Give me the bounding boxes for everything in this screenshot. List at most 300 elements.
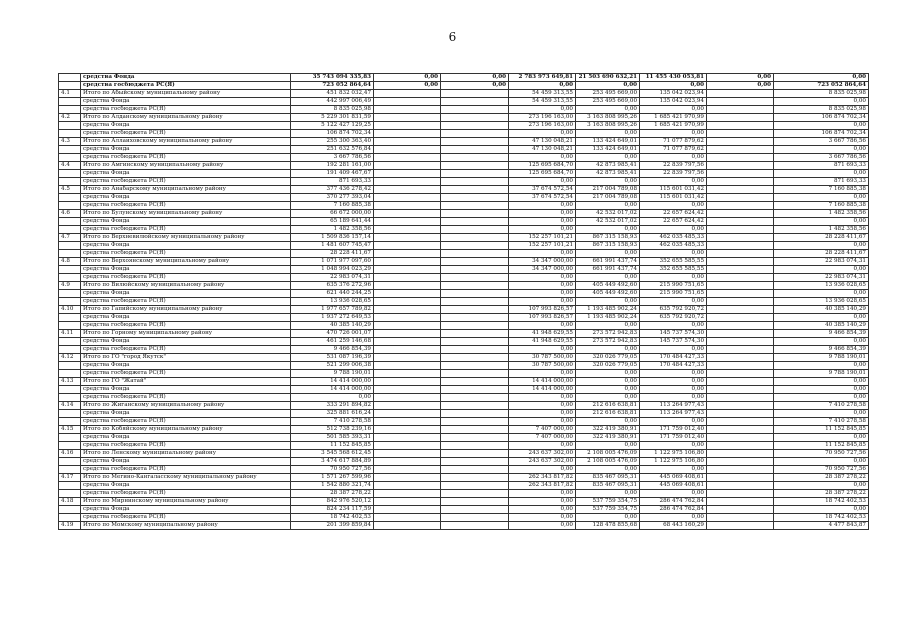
amount-cell: 9 466 854,39 bbox=[291, 346, 374, 354]
table-row bbox=[59, 370, 869, 378]
amount-cell: 1 481 607 745,47 bbox=[291, 242, 374, 250]
amount-cell: 1 122 975 106,80 bbox=[640, 458, 707, 466]
amount-cell bbox=[707, 442, 774, 450]
table-row bbox=[59, 410, 869, 418]
table-row bbox=[59, 242, 869, 250]
amount-cell: 405 449 492,60 bbox=[576, 282, 640, 290]
amount-cell: 0,00 bbox=[774, 98, 869, 106]
amount-cell bbox=[707, 426, 774, 434]
amount-cell: 0,00 bbox=[774, 394, 869, 402]
table-row bbox=[59, 362, 869, 370]
amount-cell: 842 976 520,12 bbox=[291, 498, 374, 506]
amount-cell: 0,00 bbox=[509, 410, 576, 418]
amount-cell: 501 585 393,31 bbox=[291, 434, 374, 442]
amount-cell: 7 160 885,38 bbox=[291, 202, 374, 210]
amount-cell: 512 738 239,16 bbox=[291, 426, 374, 434]
amount-cell: 867 315 158,93 bbox=[576, 234, 640, 242]
amount-cell: 0,00 bbox=[576, 178, 640, 186]
table-row bbox=[59, 274, 869, 282]
amount-cell bbox=[441, 210, 509, 218]
amount-cell bbox=[707, 394, 774, 402]
amount-cell: 0,00 bbox=[509, 506, 576, 514]
row-name-cell: средства госбюджета РС(Я) bbox=[81, 202, 291, 210]
amount-cell: 5 122 427 129,25 bbox=[291, 122, 374, 130]
amount-cell: 867 315 158,93 bbox=[576, 242, 640, 250]
amount-cell bbox=[707, 410, 774, 418]
row-name-cell: Итого по Анабарскому муниципальному району bbox=[81, 186, 291, 194]
amount-cell: 18 742 402,53 bbox=[774, 514, 869, 522]
amount-cell: 212 616 638,81 bbox=[576, 410, 640, 418]
amount-cell bbox=[441, 466, 509, 474]
amount-cell: 537 759 354,75 bbox=[576, 506, 640, 514]
amount-cell bbox=[374, 186, 441, 194]
amount-cell: 243 637 302,00 bbox=[509, 450, 576, 458]
amount-cell: 1 685 421 970,99 bbox=[640, 114, 707, 122]
table-row bbox=[59, 434, 869, 442]
amount-cell: 0,00 bbox=[576, 298, 640, 306]
table-row bbox=[59, 130, 869, 138]
amount-cell bbox=[707, 274, 774, 282]
amount-cell: 171 759 012,40 bbox=[640, 434, 707, 442]
table-row bbox=[59, 146, 869, 154]
amount-cell bbox=[441, 378, 509, 386]
row-name-cell: средства Фонда bbox=[81, 482, 291, 490]
amount-cell: 0,00 bbox=[509, 210, 576, 218]
table-row bbox=[59, 218, 869, 226]
row-name-cell: Итого по Мирнинскому муниципальному району bbox=[81, 498, 291, 506]
amount-cell: 107 993 826,57 bbox=[509, 306, 576, 314]
amount-cell: 106 874 702,34 bbox=[774, 130, 869, 138]
table-row bbox=[59, 378, 869, 386]
amount-cell bbox=[441, 314, 509, 322]
amount-cell: 0,00 bbox=[576, 386, 640, 394]
amount-cell: 42 532 017,02 bbox=[576, 210, 640, 218]
amount-cell: 7 407 000,00 bbox=[509, 426, 576, 434]
amount-cell: 7 410 278,58 bbox=[774, 402, 869, 410]
amount-cell bbox=[441, 250, 509, 258]
row-index-cell bbox=[59, 442, 81, 450]
amount-cell bbox=[707, 458, 774, 466]
amount-cell: 251 632 576,84 bbox=[291, 146, 374, 154]
amount-cell bbox=[441, 90, 509, 98]
amount-cell: 3 667 786,56 bbox=[774, 154, 869, 162]
amount-cell: 255 300 363,40 bbox=[291, 138, 374, 146]
amount-cell: 107 993 826,57 bbox=[509, 314, 576, 322]
amount-cell: 835 467 095,31 bbox=[576, 474, 640, 482]
amount-cell: 7 160 885,38 bbox=[774, 186, 869, 194]
row-index-cell bbox=[59, 178, 81, 186]
amount-cell: 0,00 bbox=[576, 274, 640, 282]
amount-cell: 22 983 074,31 bbox=[774, 274, 869, 282]
row-name-cell: Итого по Ленскому муниципальному району bbox=[81, 450, 291, 458]
amount-cell: 0,00 bbox=[640, 466, 707, 474]
amount-cell: 0,00 bbox=[640, 386, 707, 394]
amount-cell bbox=[707, 370, 774, 378]
amount-cell: 42 532 017,02 bbox=[576, 218, 640, 226]
amount-cell bbox=[441, 410, 509, 418]
amount-cell: 442 997 006,49 bbox=[291, 98, 374, 106]
row-name-cell: средства Фонда bbox=[81, 98, 291, 106]
amount-cell: 0,00 bbox=[441, 74, 509, 82]
amount-cell bbox=[374, 490, 441, 498]
amount-cell bbox=[374, 394, 441, 402]
row-index-cell bbox=[59, 98, 81, 106]
amount-cell: 0,00 bbox=[509, 218, 576, 226]
table-row bbox=[59, 82, 869, 90]
amount-cell bbox=[707, 482, 774, 490]
amount-cell bbox=[707, 306, 774, 314]
amount-cell bbox=[707, 258, 774, 266]
table-row bbox=[59, 202, 869, 210]
amount-cell: 0,00 bbox=[576, 378, 640, 386]
amount-cell bbox=[374, 154, 441, 162]
amount-cell: 325 881 616,24 bbox=[291, 410, 374, 418]
amount-cell bbox=[441, 474, 509, 482]
row-name-cell: средства Фонда bbox=[81, 362, 291, 370]
amount-cell: 0,00 bbox=[576, 202, 640, 210]
amount-cell bbox=[374, 338, 441, 346]
row-index-cell bbox=[59, 322, 81, 330]
amount-cell bbox=[707, 186, 774, 194]
row-name-cell: средства Фонда bbox=[81, 218, 291, 226]
amount-cell bbox=[707, 98, 774, 106]
amount-cell: 635 376 272,96 bbox=[291, 282, 374, 290]
table-row bbox=[59, 330, 869, 338]
amount-cell bbox=[707, 234, 774, 242]
amount-cell bbox=[374, 226, 441, 234]
row-index-cell bbox=[59, 362, 81, 370]
amount-cell: 286 474 762,84 bbox=[640, 498, 707, 506]
amount-cell: 0,00 bbox=[576, 250, 640, 258]
row-name-cell: средства госбюджета РС(Я) bbox=[81, 274, 291, 282]
table-row bbox=[59, 474, 869, 482]
amount-cell: 37 674 572,54 bbox=[509, 194, 576, 202]
amount-cell: 13 936 028,65 bbox=[774, 282, 869, 290]
amount-cell bbox=[441, 130, 509, 138]
amount-cell: 0,00 bbox=[509, 346, 576, 354]
amount-cell bbox=[707, 346, 774, 354]
amount-cell: 0,00 bbox=[509, 130, 576, 138]
amount-cell bbox=[374, 330, 441, 338]
row-index-cell bbox=[59, 146, 81, 154]
amount-cell: 0,00 bbox=[509, 226, 576, 234]
amount-cell: 21 503 690 632,21 bbox=[576, 74, 640, 82]
amount-cell: 0,00 bbox=[576, 226, 640, 234]
amount-cell: 13 936 028,65 bbox=[291, 298, 374, 306]
row-name-cell: средства Фонда bbox=[81, 506, 291, 514]
amount-cell: 0,00 bbox=[576, 82, 640, 90]
amount-cell: 0,00 bbox=[774, 434, 869, 442]
row-index-cell: 4.10 bbox=[59, 306, 81, 314]
row-name-cell: средства Фонда bbox=[81, 410, 291, 418]
amount-cell: 4 477 843,87 bbox=[774, 522, 869, 530]
amount-cell: 128 478 855,68 bbox=[576, 522, 640, 530]
amount-cell: 9 788 190,01 bbox=[291, 370, 374, 378]
amount-cell: 1 193 485 902,24 bbox=[576, 314, 640, 322]
amount-cell: 106 874 702,34 bbox=[774, 114, 869, 122]
amount-cell bbox=[707, 122, 774, 130]
amount-cell: 66 672 000,00 bbox=[291, 210, 374, 218]
table-row bbox=[59, 298, 869, 306]
amount-cell: 70 950 727,56 bbox=[774, 450, 869, 458]
row-name-cell: Итого по Кобяйскому муниципальному району bbox=[81, 426, 291, 434]
amount-cell bbox=[707, 202, 774, 210]
amount-cell: 9 466 854,39 bbox=[774, 330, 869, 338]
amount-cell bbox=[707, 290, 774, 298]
amount-cell bbox=[374, 250, 441, 258]
amount-cell bbox=[374, 146, 441, 154]
row-index-cell bbox=[59, 298, 81, 306]
amount-cell bbox=[374, 522, 441, 530]
amount-cell: 0,00 bbox=[509, 178, 576, 186]
table-row bbox=[59, 354, 869, 362]
amount-cell: 0,00 bbox=[774, 386, 869, 394]
amount-cell: 0,00 bbox=[707, 82, 774, 90]
amount-cell bbox=[374, 378, 441, 386]
amount-cell bbox=[707, 466, 774, 474]
amount-cell: 30 787 500,00 bbox=[509, 354, 576, 362]
table-row bbox=[59, 514, 869, 522]
amount-cell bbox=[374, 130, 441, 138]
amount-cell: 37 674 572,54 bbox=[509, 186, 576, 194]
amount-cell: 22 983 074,31 bbox=[291, 274, 374, 282]
amount-cell bbox=[707, 226, 774, 234]
amount-cell bbox=[441, 274, 509, 282]
amount-cell: 14 414 000,00 bbox=[291, 378, 374, 386]
amount-cell bbox=[374, 282, 441, 290]
amount-cell: 70 950 727,56 bbox=[774, 466, 869, 474]
amount-cell bbox=[374, 170, 441, 178]
amount-cell bbox=[707, 194, 774, 202]
table-row bbox=[59, 114, 869, 122]
row-index-cell: 4.6 bbox=[59, 210, 81, 218]
row-name-cell: Итого по Аллаиховскому муниципальному району bbox=[81, 138, 291, 146]
table-row bbox=[59, 258, 869, 266]
amount-cell bbox=[441, 490, 509, 498]
amount-cell bbox=[374, 346, 441, 354]
amount-cell: 133 424 649,01 bbox=[576, 138, 640, 146]
table-row bbox=[59, 466, 869, 474]
row-name-cell: средства Фонда bbox=[81, 338, 291, 346]
amount-cell bbox=[441, 506, 509, 514]
amount-cell bbox=[374, 162, 441, 170]
amount-cell: 11 152 845,85 bbox=[291, 442, 374, 450]
row-name-cell: средства госбюджета РС(Я) bbox=[81, 394, 291, 402]
row-index-cell bbox=[59, 106, 81, 114]
amount-cell: 0,00 bbox=[640, 202, 707, 210]
amount-cell: 0,00 bbox=[640, 250, 707, 258]
row-index-cell: 4.2 bbox=[59, 114, 81, 122]
amount-cell: 0,00 bbox=[774, 410, 869, 418]
amount-cell bbox=[374, 410, 441, 418]
table-row bbox=[59, 522, 869, 530]
amount-cell: 11 152 845,85 bbox=[774, 426, 869, 434]
amount-cell: 0,00 bbox=[374, 74, 441, 82]
amount-cell: 0,00 bbox=[509, 442, 576, 450]
amount-cell bbox=[707, 266, 774, 274]
amount-cell bbox=[374, 442, 441, 450]
amount-cell bbox=[707, 362, 774, 370]
amount-cell bbox=[707, 322, 774, 330]
table-row bbox=[59, 234, 869, 242]
row-index-cell: 4.14 bbox=[59, 402, 81, 410]
table-row bbox=[59, 426, 869, 434]
amount-cell bbox=[441, 306, 509, 314]
table-row bbox=[59, 250, 869, 258]
row-name-cell: Итого по Абыйскому муниципальному району bbox=[81, 90, 291, 98]
amount-cell bbox=[707, 514, 774, 522]
amount-cell: 871 693,33 bbox=[774, 162, 869, 170]
amount-cell: 661 991 437,74 bbox=[576, 258, 640, 266]
table-row bbox=[59, 226, 869, 234]
amount-cell bbox=[707, 354, 774, 362]
amount-cell: 661 991 437,74 bbox=[576, 266, 640, 274]
amount-cell bbox=[374, 506, 441, 514]
row-name-cell: средства госбюджета РС(Я) bbox=[81, 418, 291, 426]
amount-cell: 135 042 023,94 bbox=[640, 90, 707, 98]
amount-cell bbox=[374, 242, 441, 250]
amount-cell: 0,00 bbox=[441, 82, 509, 90]
amount-cell bbox=[707, 114, 774, 122]
amount-cell bbox=[441, 450, 509, 458]
row-index-cell bbox=[59, 170, 81, 178]
row-name-cell: средства госбюджета РС(Я) bbox=[81, 106, 291, 114]
amount-cell: 0,00 bbox=[576, 106, 640, 114]
row-index-cell bbox=[59, 194, 81, 202]
amount-cell: 451 832 032,47 bbox=[291, 90, 374, 98]
amount-cell: 262 343 817,82 bbox=[509, 482, 576, 490]
amount-cell: 0,00 bbox=[509, 418, 576, 426]
row-name-cell: средства Фонда bbox=[81, 386, 291, 394]
amount-cell: 0,00 bbox=[707, 74, 774, 82]
amount-cell bbox=[707, 90, 774, 98]
table-row bbox=[59, 346, 869, 354]
amount-cell: 0,00 bbox=[509, 298, 576, 306]
amount-cell: 113 264 977,43 bbox=[640, 402, 707, 410]
row-index-cell: 4.15 bbox=[59, 426, 81, 434]
row-index-cell bbox=[59, 226, 81, 234]
amount-cell: 28 387 278,22 bbox=[774, 474, 869, 482]
amount-cell: 273 196 163,00 bbox=[509, 122, 576, 130]
amount-cell: 0,00 bbox=[774, 170, 869, 178]
row-index-cell bbox=[59, 290, 81, 298]
row-index-cell bbox=[59, 386, 81, 394]
amount-cell: 14 414 000,00 bbox=[509, 386, 576, 394]
amount-cell: 352 655 585,55 bbox=[640, 258, 707, 266]
table-row bbox=[59, 210, 869, 218]
amount-cell: 22 657 624,42 bbox=[640, 218, 707, 226]
amount-cell bbox=[374, 514, 441, 522]
amount-cell: 0,00 bbox=[509, 274, 576, 282]
table-row bbox=[59, 314, 869, 322]
table-row bbox=[59, 154, 869, 162]
amount-cell bbox=[707, 162, 774, 170]
amount-cell: 11 152 845,85 bbox=[774, 442, 869, 450]
amount-cell: 445 069 408,61 bbox=[640, 474, 707, 482]
row-index-cell bbox=[59, 458, 81, 466]
amount-cell: 0,00 bbox=[509, 290, 576, 298]
row-index-cell bbox=[59, 338, 81, 346]
amount-cell: 322 419 380,91 bbox=[576, 426, 640, 434]
table-row bbox=[59, 266, 869, 274]
amount-cell bbox=[441, 170, 509, 178]
row-index-cell bbox=[59, 370, 81, 378]
amount-cell: 3 667 786,56 bbox=[291, 154, 374, 162]
budget-table-container bbox=[58, 73, 868, 530]
amount-cell: 18 742 402,53 bbox=[774, 498, 869, 506]
amount-cell bbox=[441, 434, 509, 442]
table-row bbox=[59, 138, 869, 146]
table-row bbox=[59, 194, 869, 202]
table-row bbox=[59, 106, 869, 114]
amount-cell bbox=[374, 386, 441, 394]
row-name-cell: средства Фонда bbox=[81, 194, 291, 202]
row-name-cell: Итого по Жиганскому муниципальному району bbox=[81, 402, 291, 410]
amount-cell: 8 835 025,98 bbox=[291, 106, 374, 114]
row-name-cell: Итого по Момскому муниципальному району bbox=[81, 522, 291, 530]
amount-cell bbox=[707, 498, 774, 506]
amount-cell: 0,00 bbox=[774, 266, 869, 274]
amount-cell bbox=[374, 298, 441, 306]
amount-cell: 8 835 025,98 bbox=[774, 90, 869, 98]
amount-cell: 135 042 023,94 bbox=[640, 98, 707, 106]
amount-cell bbox=[374, 402, 441, 410]
amount-cell: 0,00 bbox=[509, 522, 576, 530]
amount-cell bbox=[707, 250, 774, 258]
amount-cell bbox=[441, 458, 509, 466]
amount-cell: 13 936 028,65 bbox=[774, 298, 869, 306]
amount-cell: 1 482 358,56 bbox=[774, 210, 869, 218]
row-name-cell: средства госбюджета РС(Я) bbox=[81, 298, 291, 306]
amount-cell: 273 572 942,83 bbox=[576, 338, 640, 346]
amount-cell bbox=[441, 354, 509, 362]
row-index-cell: 4.13 bbox=[59, 378, 81, 386]
amount-cell bbox=[374, 434, 441, 442]
amount-cell bbox=[441, 394, 509, 402]
page-number: 6 bbox=[448, 30, 457, 44]
amount-cell bbox=[374, 210, 441, 218]
amount-cell: 286 474 762,84 bbox=[640, 506, 707, 514]
table-row bbox=[59, 490, 869, 498]
amount-cell bbox=[441, 402, 509, 410]
amount-cell bbox=[707, 106, 774, 114]
amount-cell: 0,00 bbox=[576, 466, 640, 474]
row-index-cell bbox=[59, 82, 81, 90]
amount-cell: 2 108 005 476,09 bbox=[576, 458, 640, 466]
row-name-cell: средства Фонда bbox=[81, 170, 291, 178]
amount-cell: 723 052 864,64 bbox=[291, 82, 374, 90]
amount-cell: 0,00 bbox=[774, 218, 869, 226]
amount-cell: 0,00 bbox=[640, 346, 707, 354]
row-name-cell: Итого по Вилюйскому муниципальному району bbox=[81, 282, 291, 290]
amount-cell: 7 407 000,00 bbox=[509, 434, 576, 442]
amount-cell bbox=[374, 370, 441, 378]
amount-cell: 723 052 864,64 bbox=[774, 82, 869, 90]
amount-cell: 635 792 920,72 bbox=[640, 306, 707, 314]
amount-cell: 28 228 411,67 bbox=[774, 234, 869, 242]
amount-cell: 871 693,33 bbox=[291, 178, 374, 186]
amount-cell: 0,00 bbox=[774, 314, 869, 322]
amount-cell bbox=[374, 274, 441, 282]
amount-cell: 40 385 140,29 bbox=[774, 306, 869, 314]
amount-cell: 0,00 bbox=[774, 194, 869, 202]
amount-cell bbox=[441, 258, 509, 266]
amount-cell: 3 545 568 612,45 bbox=[291, 450, 374, 458]
amount-cell: 0,00 bbox=[509, 466, 576, 474]
amount-cell bbox=[374, 122, 441, 130]
row-name-cell: Итого по Верхневилюйскому муниципальному району bbox=[81, 234, 291, 242]
amount-cell: 0,00 bbox=[774, 290, 869, 298]
